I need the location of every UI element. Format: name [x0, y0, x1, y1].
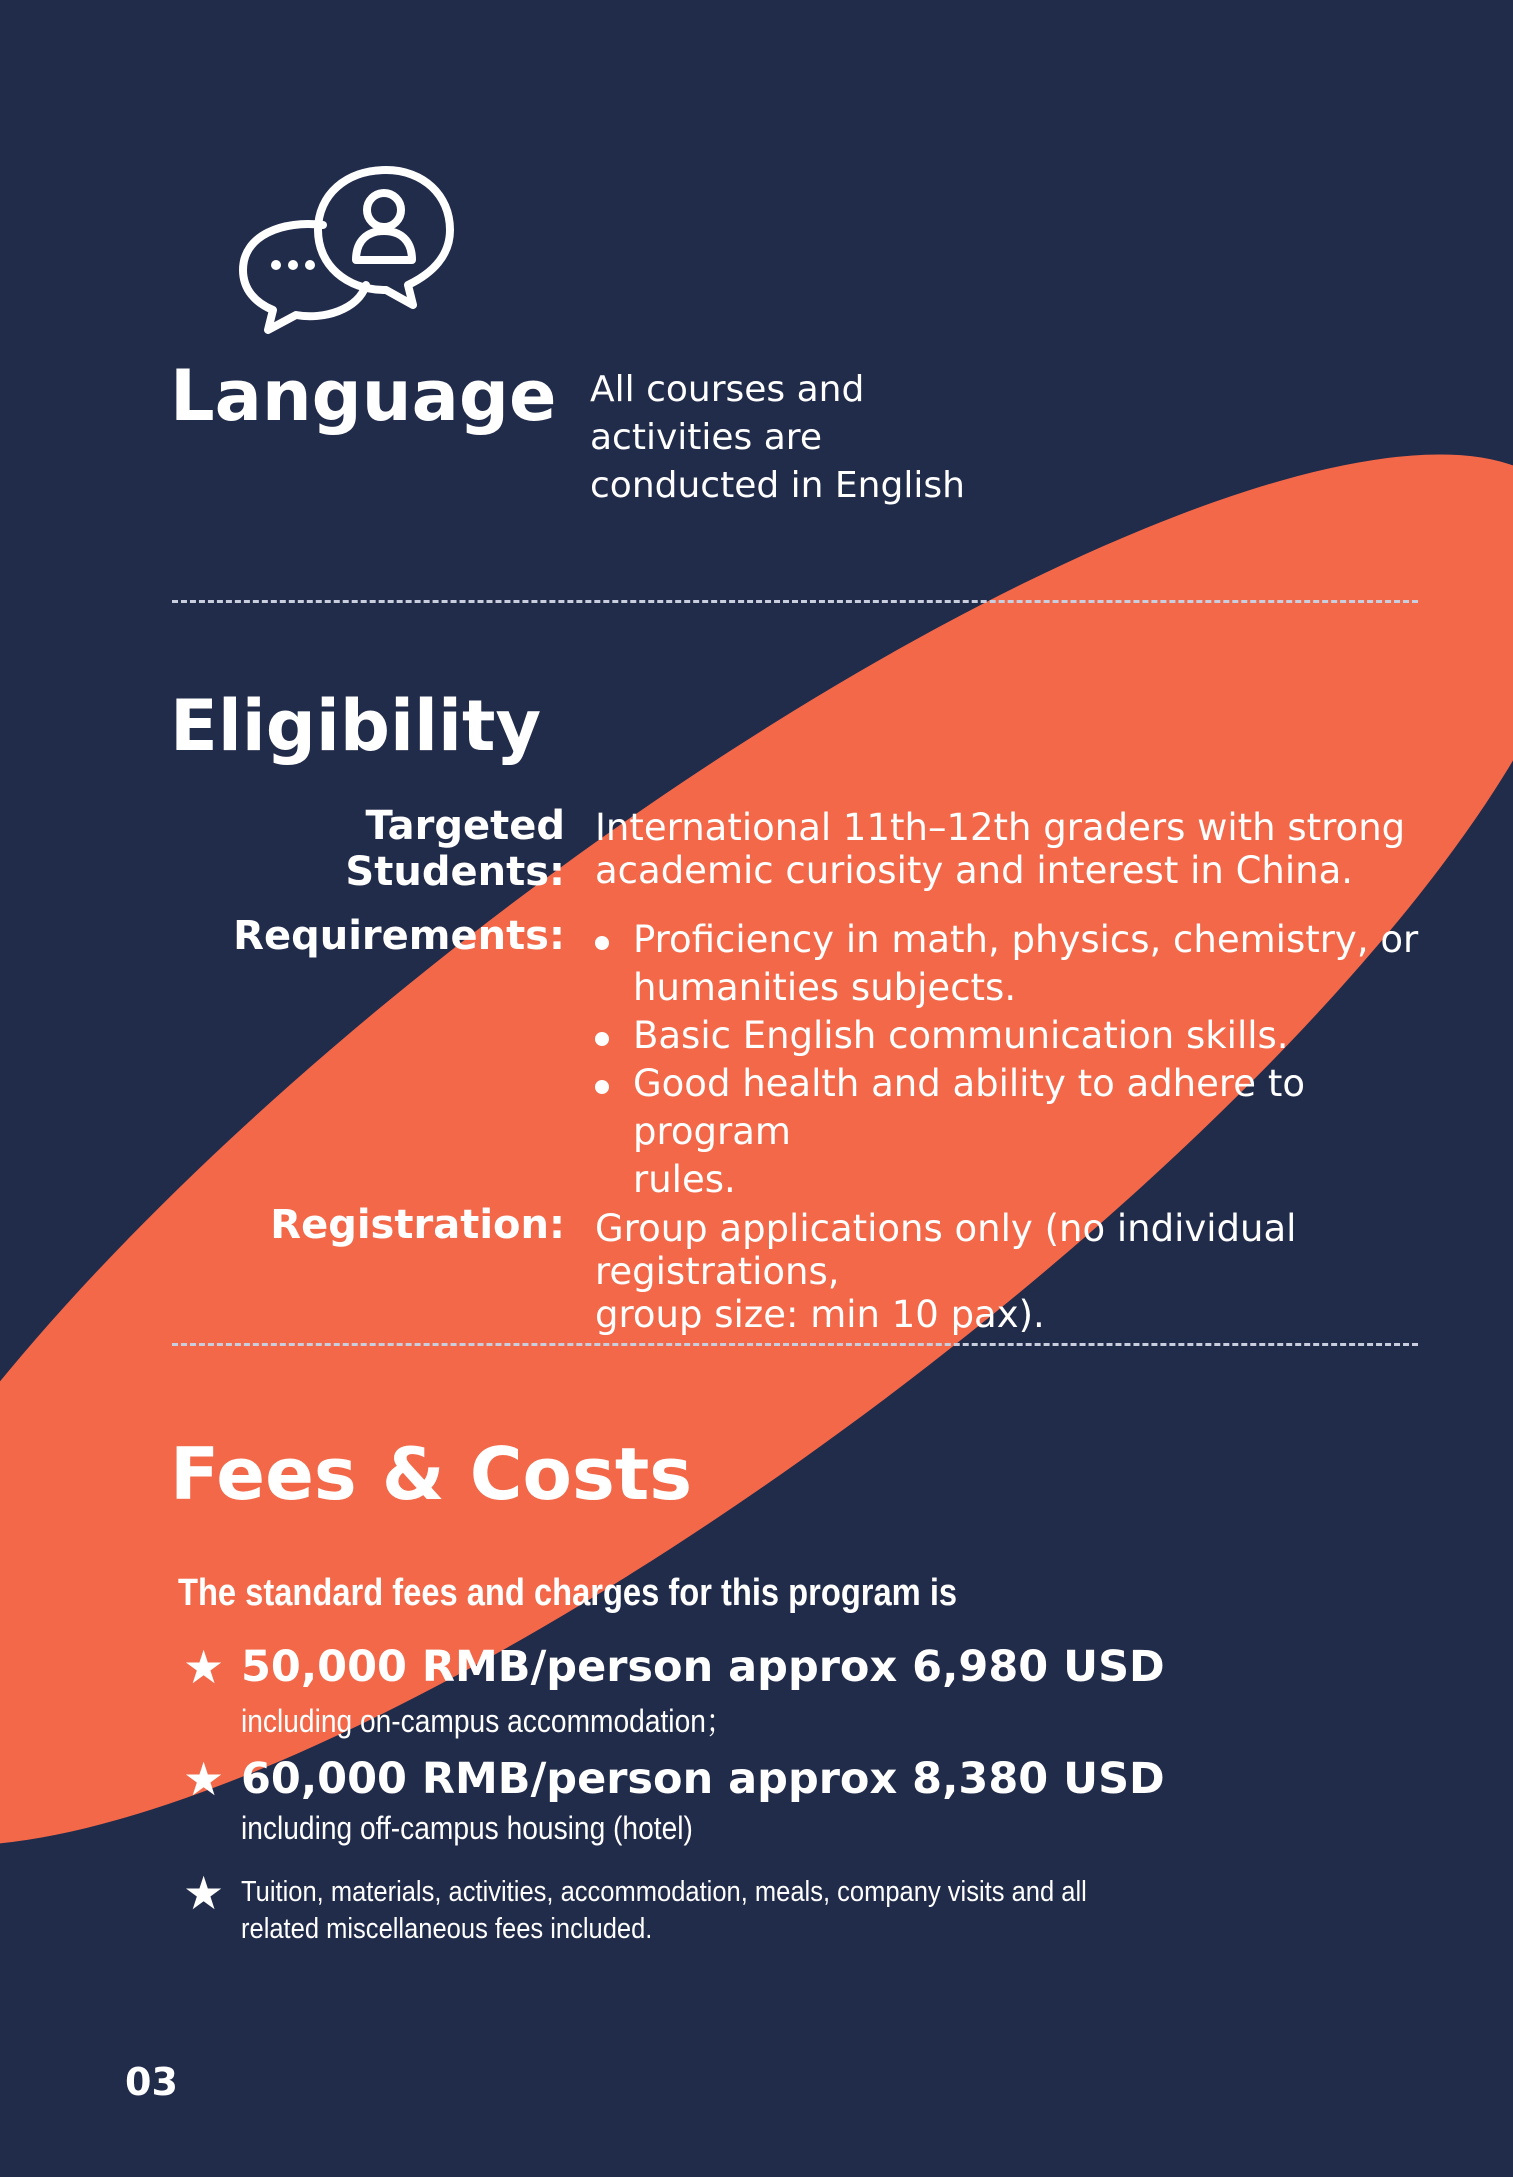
list-item [595, 916, 1455, 1012]
language-description [590, 366, 1010, 510]
registration-label: Registration: [270, 1202, 565, 1248]
registration-line: Group applications only (no individual registrations, [595, 1207, 1297, 1293]
registration-line: group size: min 10 pax). [595, 1293, 1045, 1336]
requirement-line: rules. [633, 1158, 736, 1201]
targeted-students-value [595, 806, 1495, 892]
targeted-line: International 11th–12th graders with strong [595, 806, 1406, 849]
fees-intro: The standard fees and charges for this program is [178, 1572, 958, 1614]
bullet-icon [595, 1080, 609, 1094]
language-line: conducted in English [590, 465, 965, 506]
fee-option-2-note: including off-campus housing (hotel) [241, 1810, 693, 1846]
requirement-line: Basic English communication skills. [633, 1014, 1289, 1057]
dashed-divider [172, 600, 1418, 603]
bullet-icon [595, 1032, 609, 1046]
language-line: activities are [590, 417, 822, 458]
bullet-icon [595, 936, 609, 950]
fee-option-2-price: 60,000 RMB/person approx 8,380 USD [241, 1754, 1165, 1804]
requirement-line: humanities subjects. [633, 966, 1017, 1009]
star-icon: ★ [183, 1640, 225, 1694]
fees-included-line: related miscellaneous fees included. [241, 1913, 653, 1945]
fees-heading: Fees & Costs [170, 1432, 693, 1516]
dashed-divider [172, 1343, 1418, 1346]
requirement-line: Good health and ability to adhere to program [633, 1062, 1305, 1153]
star-icon: ★ [183, 1866, 225, 1920]
list-item [595, 1060, 1455, 1204]
fee-option-1-price: 50,000 RMB/person approx 6,980 USD [241, 1642, 1165, 1692]
list-item [595, 1012, 1455, 1060]
registration-value [595, 1207, 1495, 1336]
language-heading: Language [170, 355, 557, 437]
page-number: 03 [125, 2060, 178, 2104]
targeted-students-label: Targeted Students: [345, 803, 565, 895]
eligibility-heading: Eligibility [170, 685, 542, 767]
requirements-label: Requirements: [233, 913, 565, 959]
language-line: All courses and [590, 369, 865, 410]
fee-option-1-note: including on-campus accommodation； [241, 1703, 735, 1739]
requirements-list [595, 916, 1455, 1204]
star-icon: ★ [183, 1752, 225, 1806]
fees-included-line: Tuition, materials, activities, accommodation, meals, company visits and all [241, 1876, 1087, 1908]
requirement-line: Proficiency in math, physics, chemistry, or [633, 918, 1419, 961]
chat-bubbles-user-icon [238, 165, 458, 335]
targeted-line: academic curiosity and interest in China. [595, 849, 1354, 892]
